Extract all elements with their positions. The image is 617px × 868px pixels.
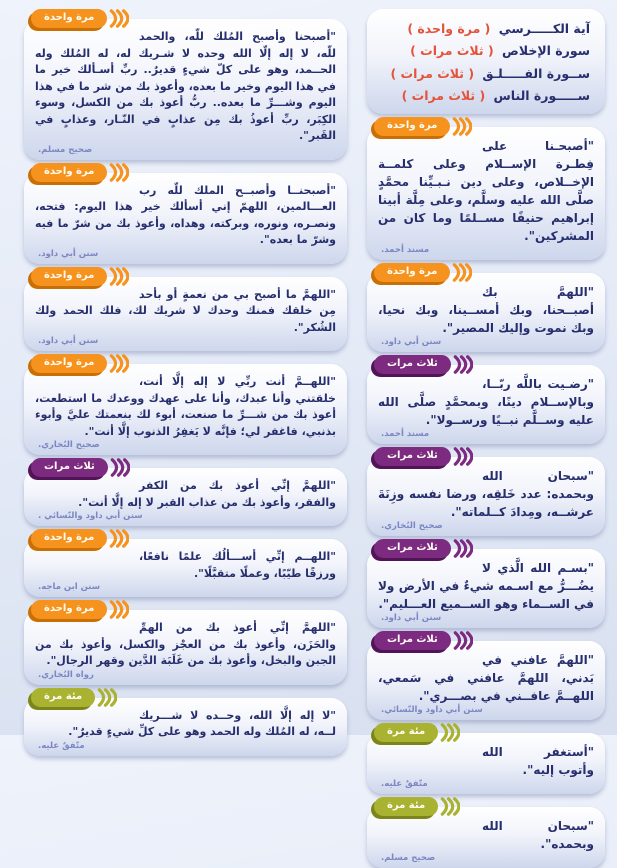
card-nimah-dua [24, 269, 347, 352]
card-asbahna-mulk-dua [24, 12, 347, 160]
chevron-decoration-icon [109, 354, 129, 373]
card-raditu-dua [367, 358, 605, 444]
badge-label: ثلاث مرات [374, 355, 451, 374]
surah-line [380, 85, 590, 107]
dua-text: "أصبحـنا على فِطـرة الإســلام وعلى كلمــة الإخــلاص، وعلى دين نـبـيِّنا محمَّدٍ صلَّى الله عليه وسلَّم، وعلى مِلَّة أبينا إبراهيم حنيفًا مســلمًا وما كان من المشركين". [378, 139, 594, 243]
card-subhanallah-dua [367, 800, 605, 868]
chevron-decoration-icon [453, 631, 473, 650]
surah-count: ( مرة واحدة ) [407, 21, 491, 36]
source-citation: سنن ابن ماجه. [38, 582, 101, 592]
source-citation: مسند أحمد. [381, 429, 430, 439]
badge-label: مرة واحدة [31, 529, 107, 548]
card-afini-dua [367, 634, 605, 720]
source-citation: سنن أبي داود. [38, 248, 99, 259]
dua-text: "اللهمَّ بك أصبــحنا، وبك أمســينا، وبك نحيا، وبك نموت وإليك المصير". [378, 285, 594, 335]
dua-text: "سبحان الله وبحمده". [482, 819, 594, 851]
badge-label: ثلاث مرات [374, 631, 451, 650]
dua-text: "اللهمَّ إنِّي أعوذ بك من الهمِّ والحَزَن، وأعوذ بك من العجْز والكسل، وأعوذ بك من الجبن والبخل، وأعوذ بك من غَلَبَة الدَّين وقهر الرجال". [35, 621, 336, 667]
chevron-decoration-icon [452, 263, 472, 282]
source-citation: سنن أبي داود. [381, 337, 442, 347]
chevron-decoration-icon [109, 267, 129, 286]
source-citation: متّفقٌ عليه. [38, 740, 85, 751]
surah-name: آية الكـــــرسي [498, 21, 590, 36]
card-la-ilaha-dua [24, 690, 347, 756]
surah-name: سورة الإخلاص [502, 43, 590, 59]
card-rabb-alamin-dua [24, 165, 347, 264]
source-citation: سنن أبي داود. [381, 613, 442, 623]
surah-name: ســورة الفـــــلـق [482, 65, 590, 81]
surah-count: ( ثلاث مرات ) [401, 87, 486, 103]
card-ilm-nafi-dua [24, 532, 347, 597]
card-surah-list [367, 9, 605, 114]
card-bismillah-dua [367, 542, 605, 628]
repeat-count-badge [374, 631, 473, 650]
badge-label: ثلاث مرات [374, 539, 451, 558]
dua-text: "اللهمَّ إنِّي أعوذ بك من الكفر والفقر، وأعوذ بك من عذاب القبر لا إله إلَّا أنت". [78, 479, 336, 509]
surah-line [380, 63, 590, 85]
column-left [24, 6, 347, 751]
source-citation: رواه البُخاري. [38, 669, 94, 680]
dua-text: "أستغفر الله وأتوب إليه". [482, 745, 594, 777]
chevron-decoration-icon [453, 447, 473, 466]
repeat-count-badge [31, 9, 129, 28]
repeat-count-badge [31, 529, 129, 548]
repeat-count-badge [31, 600, 129, 619]
badge-label: مئة مرة [374, 723, 438, 742]
chevron-decoration-icon [440, 797, 460, 816]
badge-label: مئة مرة [374, 797, 438, 816]
chevron-decoration-icon [453, 355, 473, 374]
dua-text: "بسـم الله الَّذي لا يضُـــرُّ مع اسـمه شيءٌ في الأرض ولا في الســماء وهو الســميع العـــليم". [378, 561, 594, 611]
source-citation: سنن أبي داود. [38, 336, 99, 346]
surah-count: ( ثلاث مرات ) [390, 65, 475, 81]
card-kufr-faqr-dua [24, 461, 347, 526]
dua-text: "اللهــمَّ أنت ربِّي لا إله إلَّا أنت، خلقتني وأنا عبدك، وأنا على عهدك ووعدك ما استطعت، أعوذ بك من شـــرِّ ما صنعت، أبوء لك بنعمتك عليَّ وأبوء بذنبي، فاغفر لي؛ فإنَّه لا يَغفِرُ الذنوب إلَّا أنت". [35, 375, 336, 438]
dua-text: "اللهمَّ عافني في بَدني، اللهمَّ عافني في سَمعي، اللهــمَّ عافــني في بصـــري". [378, 653, 594, 703]
column-right [367, 6, 605, 863]
card-astaghfirullah-dua [367, 726, 605, 794]
repeat-count-badge [374, 797, 460, 816]
source-citation: صحيح مسلم. [38, 144, 93, 155]
badge-label: مرة واحدة [31, 9, 107, 28]
repeat-count-badge [31, 354, 129, 373]
surah-name: ســـــورة الناس [493, 87, 590, 103]
source-citation: مسند أحمد. [381, 245, 430, 255]
chevron-decoration-icon [110, 458, 130, 477]
repeat-count-badge [31, 688, 117, 707]
dua-text: "اللهــم إنِّي أســـألُك علمًا نافعًا، ورزقًا طيّبًا، وعملًا متقبَّلًا". [139, 550, 336, 580]
card-hamm-hazan-dua [24, 603, 347, 685]
chevron-decoration-icon [440, 723, 460, 742]
badge-label: مرة واحدة [31, 163, 107, 182]
chevron-decoration-icon [97, 688, 117, 707]
repeat-count-badge [31, 267, 129, 286]
source-citation: سنن أبي داود والنّسائي . [38, 511, 143, 521]
dua-text: "اللهمَّ ما أصبح بي من نعمةٍ أو بأحد مِن خلقك فمنك وحدك لا شريك لك، فلك الحمد ولك الشُكر". [35, 287, 336, 334]
repeat-count-badge [374, 539, 473, 558]
repeat-count-badge [31, 458, 130, 477]
badge-label: مرة واحدة [374, 263, 450, 282]
repeat-count-badge [31, 163, 129, 182]
badge-label: مرة واحدة [31, 267, 107, 286]
chevron-decoration-icon [109, 163, 129, 182]
dua-text: "أصبحنــا وأصبــح الملك للّه رب العـــالمين، اللهمّ إني أسألك خير هذا اليوم: فتحه، ونصـره، ونوره، وبركته، وهداه، وأعوذ بك من شرّ ما فيه وشرّ ما بعده". [35, 183, 336, 246]
card-bika-asbahna-dua [367, 266, 605, 352]
surah-line [380, 40, 590, 62]
dua-text: "سبحان الله وبحمده: عدد خَلقِه، ورضا نفسه وزِنَةَ عرشــه، ومِدادَ كــلماته". [378, 469, 594, 519]
badge-label: مرة واحدة [31, 354, 107, 373]
card-sayyid-istighfar-dua [24, 357, 347, 455]
badge-label: ثلاث مرات [31, 458, 108, 477]
badge-label: ثلاث مرات [374, 447, 451, 466]
source-citation: صحيح البُخاري. [38, 440, 100, 450]
surah-line [380, 18, 590, 40]
source-citation: سنن أبي داود والنّسائي. [381, 705, 483, 715]
chevron-decoration-icon [109, 9, 129, 28]
badge-label: مرة واحدة [374, 117, 450, 136]
repeat-count-badge [374, 723, 460, 742]
repeat-count-badge [374, 117, 472, 136]
chevron-decoration-icon [452, 117, 472, 136]
repeat-count-badge [374, 447, 473, 466]
source-citation: صحيح البُخاري. [381, 521, 443, 531]
repeat-count-badge [374, 355, 473, 374]
dua-text: "لا إله إلَّا الله، وحــده لا شـــريك لــه، له المُلك وله الحمد وهو على كلِّ شيءٍ قديرٌ". [68, 708, 336, 738]
chevron-decoration-icon [109, 600, 129, 619]
badge-label: مئة مرة [31, 688, 95, 707]
surah-count: ( ثلاث مرات ) [410, 43, 494, 59]
repeat-count-badge [374, 263, 472, 282]
badge-label: مرة واحدة [31, 600, 107, 619]
dua-text: "أصبحنا وأصبح المُلك للّه، والحمد للّه، لا إله إلّا الله وحده لا شـريك له، له المُلك وله الحــمد، وهو على كلّ شيءٍ قديرٌ.. ربِّ أسـألك خير ما في هذا اليوم وخير ما بعده، وأعوذ بك من شر ما في هذا اليوم وشـــرِّ ما بعده.. ربُّ أعوذ بك من الكسل، وسوء الكِبَر، ربِّ أعوذُ بك مِن عذابٍ في النّـار، وعذابٍ في القَبر". [35, 30, 336, 142]
source-citation: متّفقٌ عليه. [381, 779, 428, 789]
source-citation: صحيح مسلم. [381, 853, 436, 863]
card-subhanallah-adada-dua [367, 450, 605, 536]
dua-text: "رضـيت باللَّه ربّــا، وبالإســلام دينًا، وبمحمَّدٍ صلَّى الله عليه وســلَّم نبــيًا ورســولا". [378, 377, 594, 427]
card-fitrah-dua [367, 120, 605, 260]
chevron-decoration-icon [453, 539, 473, 558]
chevron-decoration-icon [109, 529, 129, 548]
